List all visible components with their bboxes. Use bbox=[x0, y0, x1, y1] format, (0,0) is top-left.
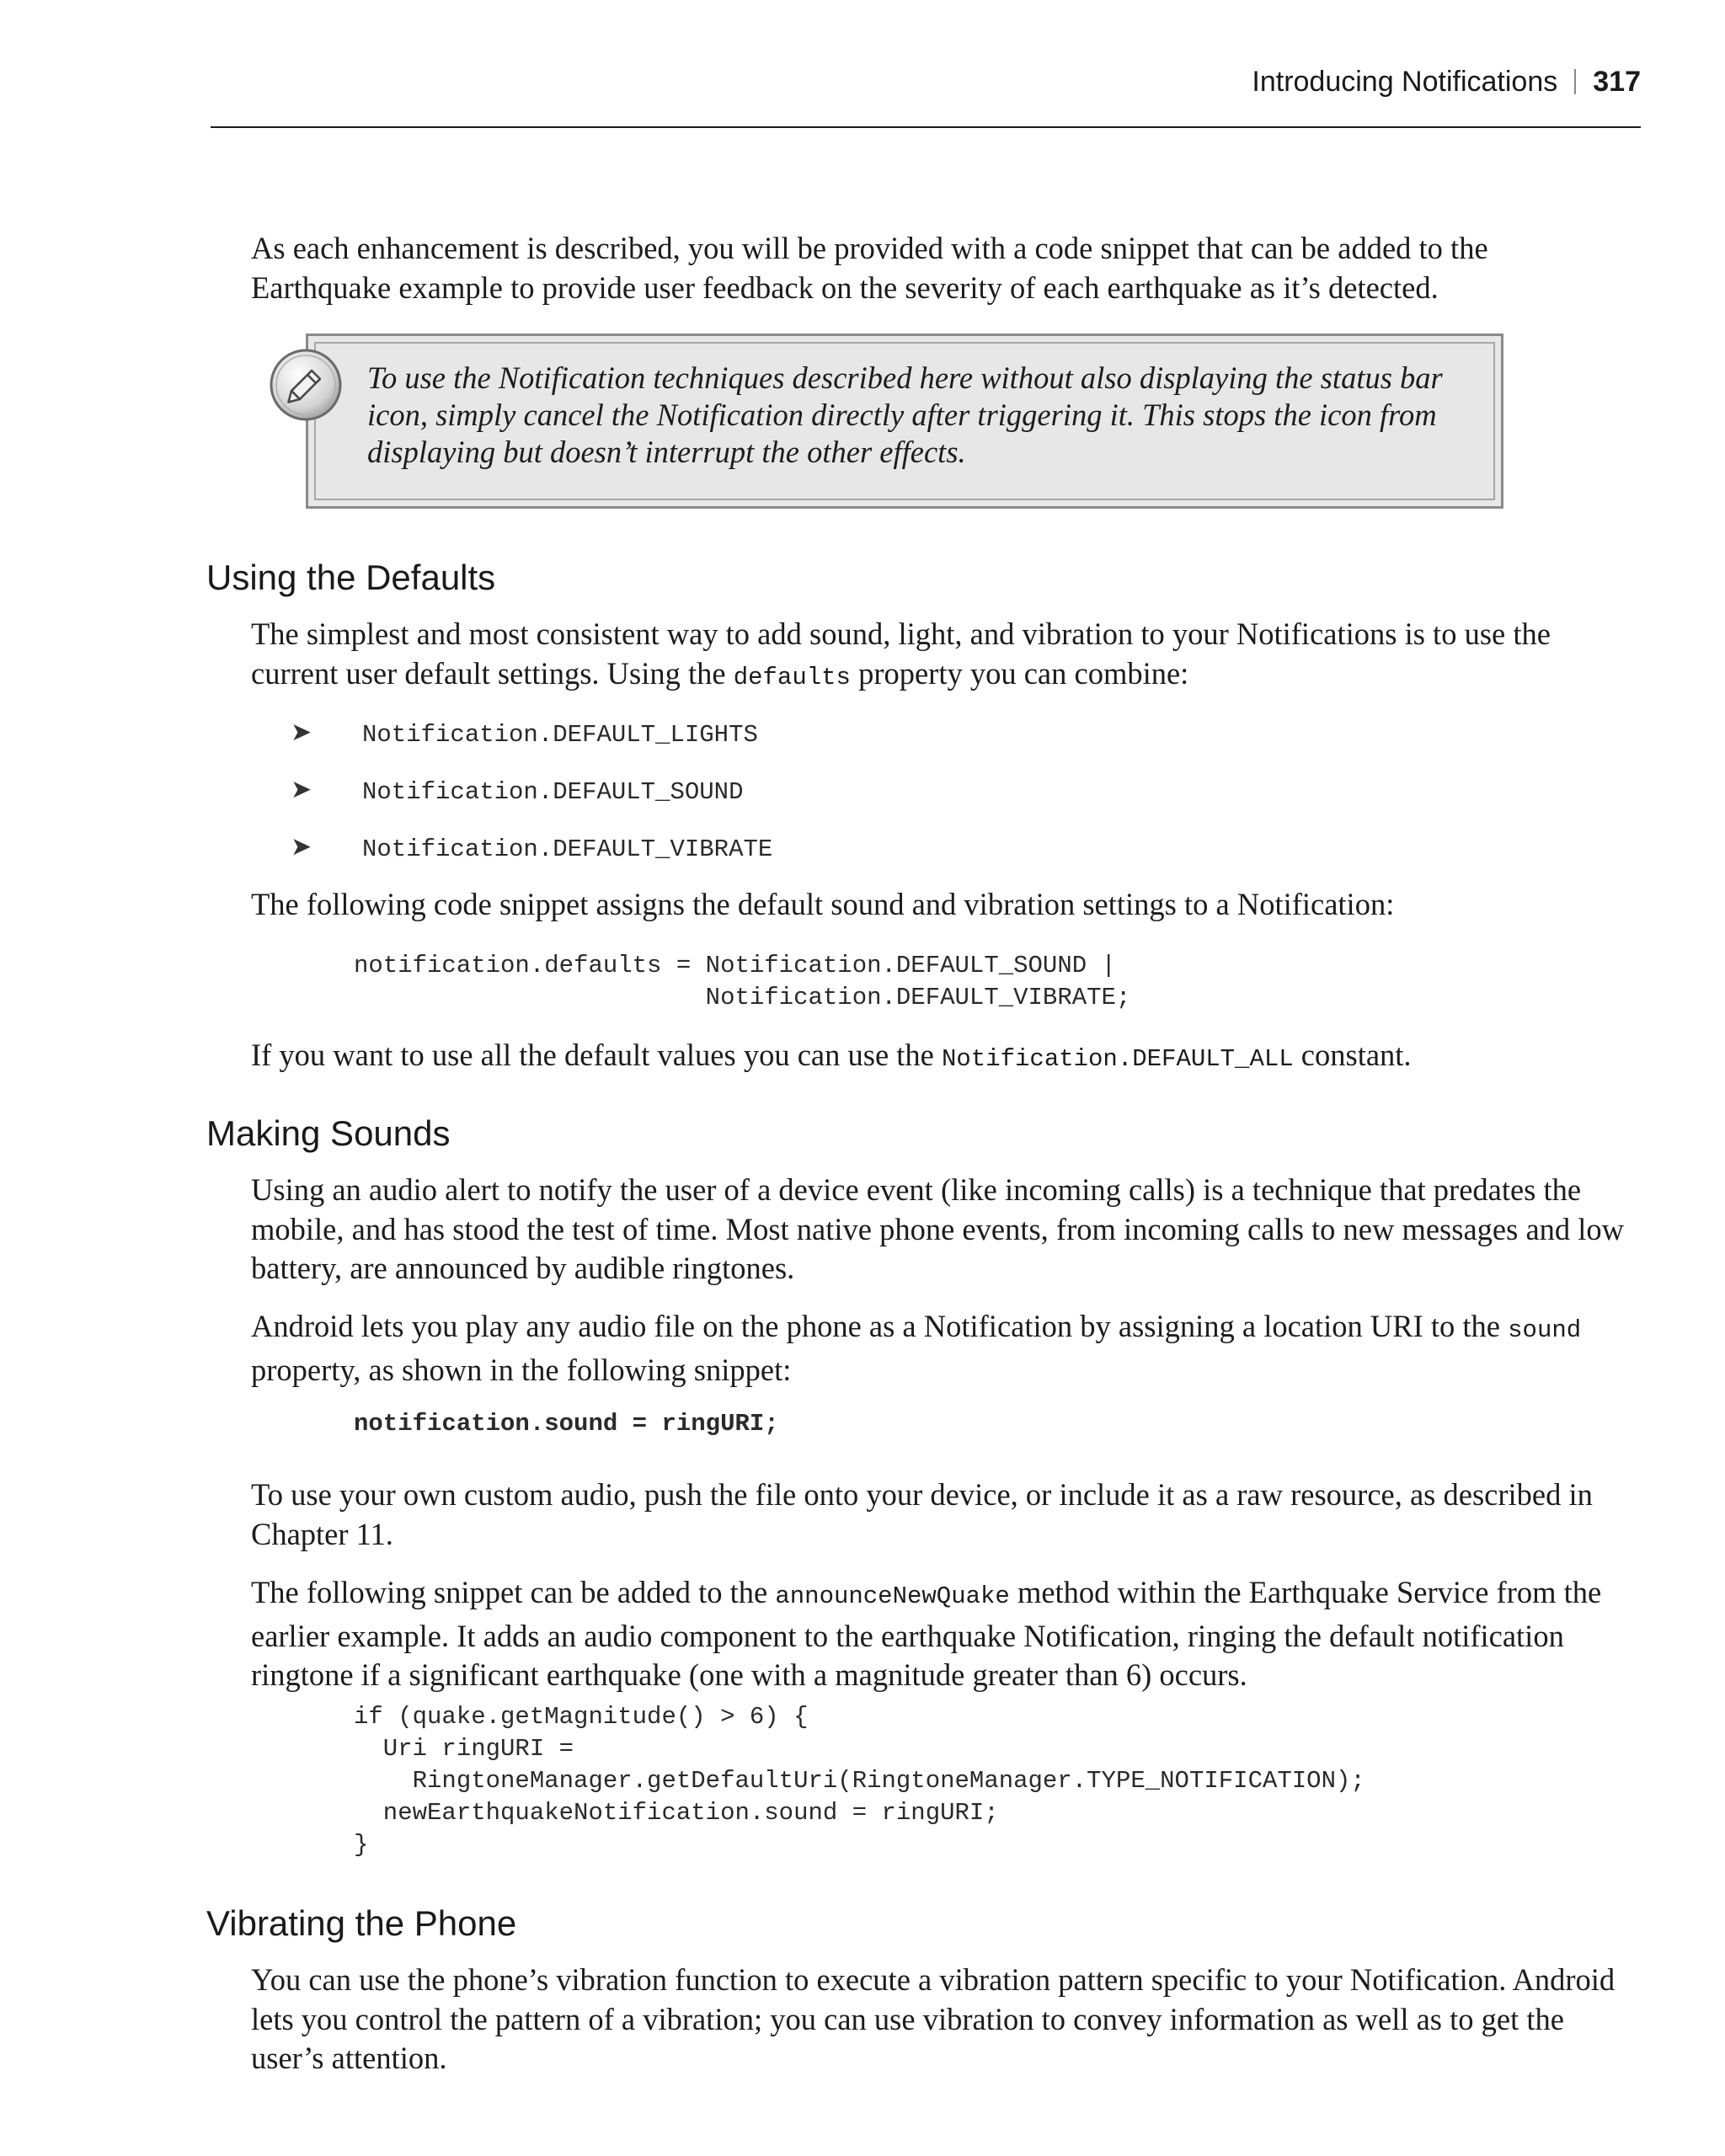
defaults-paragraph-2: The following code snippet assigns the default sound and vibration settings to a Notification: bbox=[251, 887, 1395, 921]
header-separator bbox=[1574, 69, 1576, 94]
section-heading-defaults: Using the Defaults bbox=[206, 558, 496, 597]
defaults-paragraph-3: If you want to use all the default values you can use the Notification.DEFAULT_ALL constant. bbox=[251, 1038, 1412, 1073]
section-heading-sounds: Making Sounds bbox=[206, 1113, 451, 1153]
bullet-arrow-icon: ➤ bbox=[291, 718, 312, 747]
code-block-ringtone: if (quake.getMagnitude() > 6) { Uri ringURI = RingtoneManager.getDefaultUri(RingtoneManager.TYPE_NOTIFICATION); newEarthquakeNotification.sound = ringURI; } bbox=[354, 1703, 1365, 1859]
note-box bbox=[306, 334, 1503, 509]
vibrate-paragraph-1: You can use the phone’s vibration function to execute a vibration pattern specific to your Notification. Android lets you control the pattern of a vibration; you can use vibration to convey information as well as to get the user’s attention. bbox=[251, 1962, 1616, 2075]
pencil-icon bbox=[268, 347, 344, 423]
note-text: To use the Notification techniques described here without also displaying the status bar icon, simply cancel the Notification directly after triggering it. This stops the icon from displaying but doesn’t interrupt the other effects. bbox=[367, 360, 1443, 469]
defaults-paragraph-1: The simplest and most consistent way to add sound, light, and vibration to your Notifications is to use the current user default settings. Using the defaults property you can combine: bbox=[251, 616, 1551, 691]
inline-code-sound: sound bbox=[1508, 1316, 1582, 1344]
bullet-item: Notification.DEFAULT_SOUND bbox=[362, 778, 744, 806]
sounds-paragraph-2: Android lets you play any audio file on the phone as a Notification by assigning a location URI to the sound property, as shown in the following snippet: bbox=[251, 1309, 1582, 1387]
running-header bbox=[1252, 66, 1641, 99]
intro-paragraph: As each enhancement is described, you will be provided with a code snippet that can be added to the Earthquake example to provide user feedback on the severity of each earthquake as it’s detected. bbox=[251, 231, 1488, 305]
inline-code-default-all: Notification.DEFAULT_ALL bbox=[942, 1045, 1294, 1073]
bullet-item: Notification.DEFAULT_VIBRATE bbox=[362, 835, 773, 863]
bullet-arrow-icon: ➤ bbox=[291, 832, 312, 862]
header-rule bbox=[211, 126, 1641, 128]
page-number: 317 bbox=[1593, 66, 1641, 98]
sounds-paragraph-1: Using an audio alert to notify the user of a device event (like incoming calls) is a technique that predates the mobile, and has stood the test of time. Most native phone events, from incoming calls to new messages and low battery, are announced by audible ringtones. bbox=[251, 1172, 1625, 1285]
sounds-paragraph-3: To use your own custom audio, push the file onto your device, or include it as a raw resource, as described in Chapter 11. bbox=[251, 1477, 1593, 1551]
inline-code-defaults: defaults bbox=[733, 663, 851, 691]
bullet-arrow-icon: ➤ bbox=[291, 775, 312, 804]
code-block-sound: notification.sound = ringURI; bbox=[354, 1410, 779, 1438]
chapter-title: Introducing Notifications bbox=[1252, 66, 1558, 98]
inline-code-announce: announceNewQuake bbox=[775, 1582, 1010, 1610]
bullet-item: Notification.DEFAULT_LIGHTS bbox=[362, 721, 758, 749]
sounds-paragraph-4: The following snippet can be added to the announceNewQuake method within the Earthquake Service from the earlier example. It adds an audio component to the earthquake Notification, ringing the default notification ringtone if a significant earthquake (one with a magnitude greater than 6) occurs. bbox=[251, 1575, 1602, 1692]
section-heading-vibrate: Vibrating the Phone bbox=[206, 1903, 517, 1943]
code-block-defaults: notification.defaults = Notification.DEFAULT_SOUND | Notification.DEFAULT_VIBRATE; bbox=[354, 952, 1131, 1011]
